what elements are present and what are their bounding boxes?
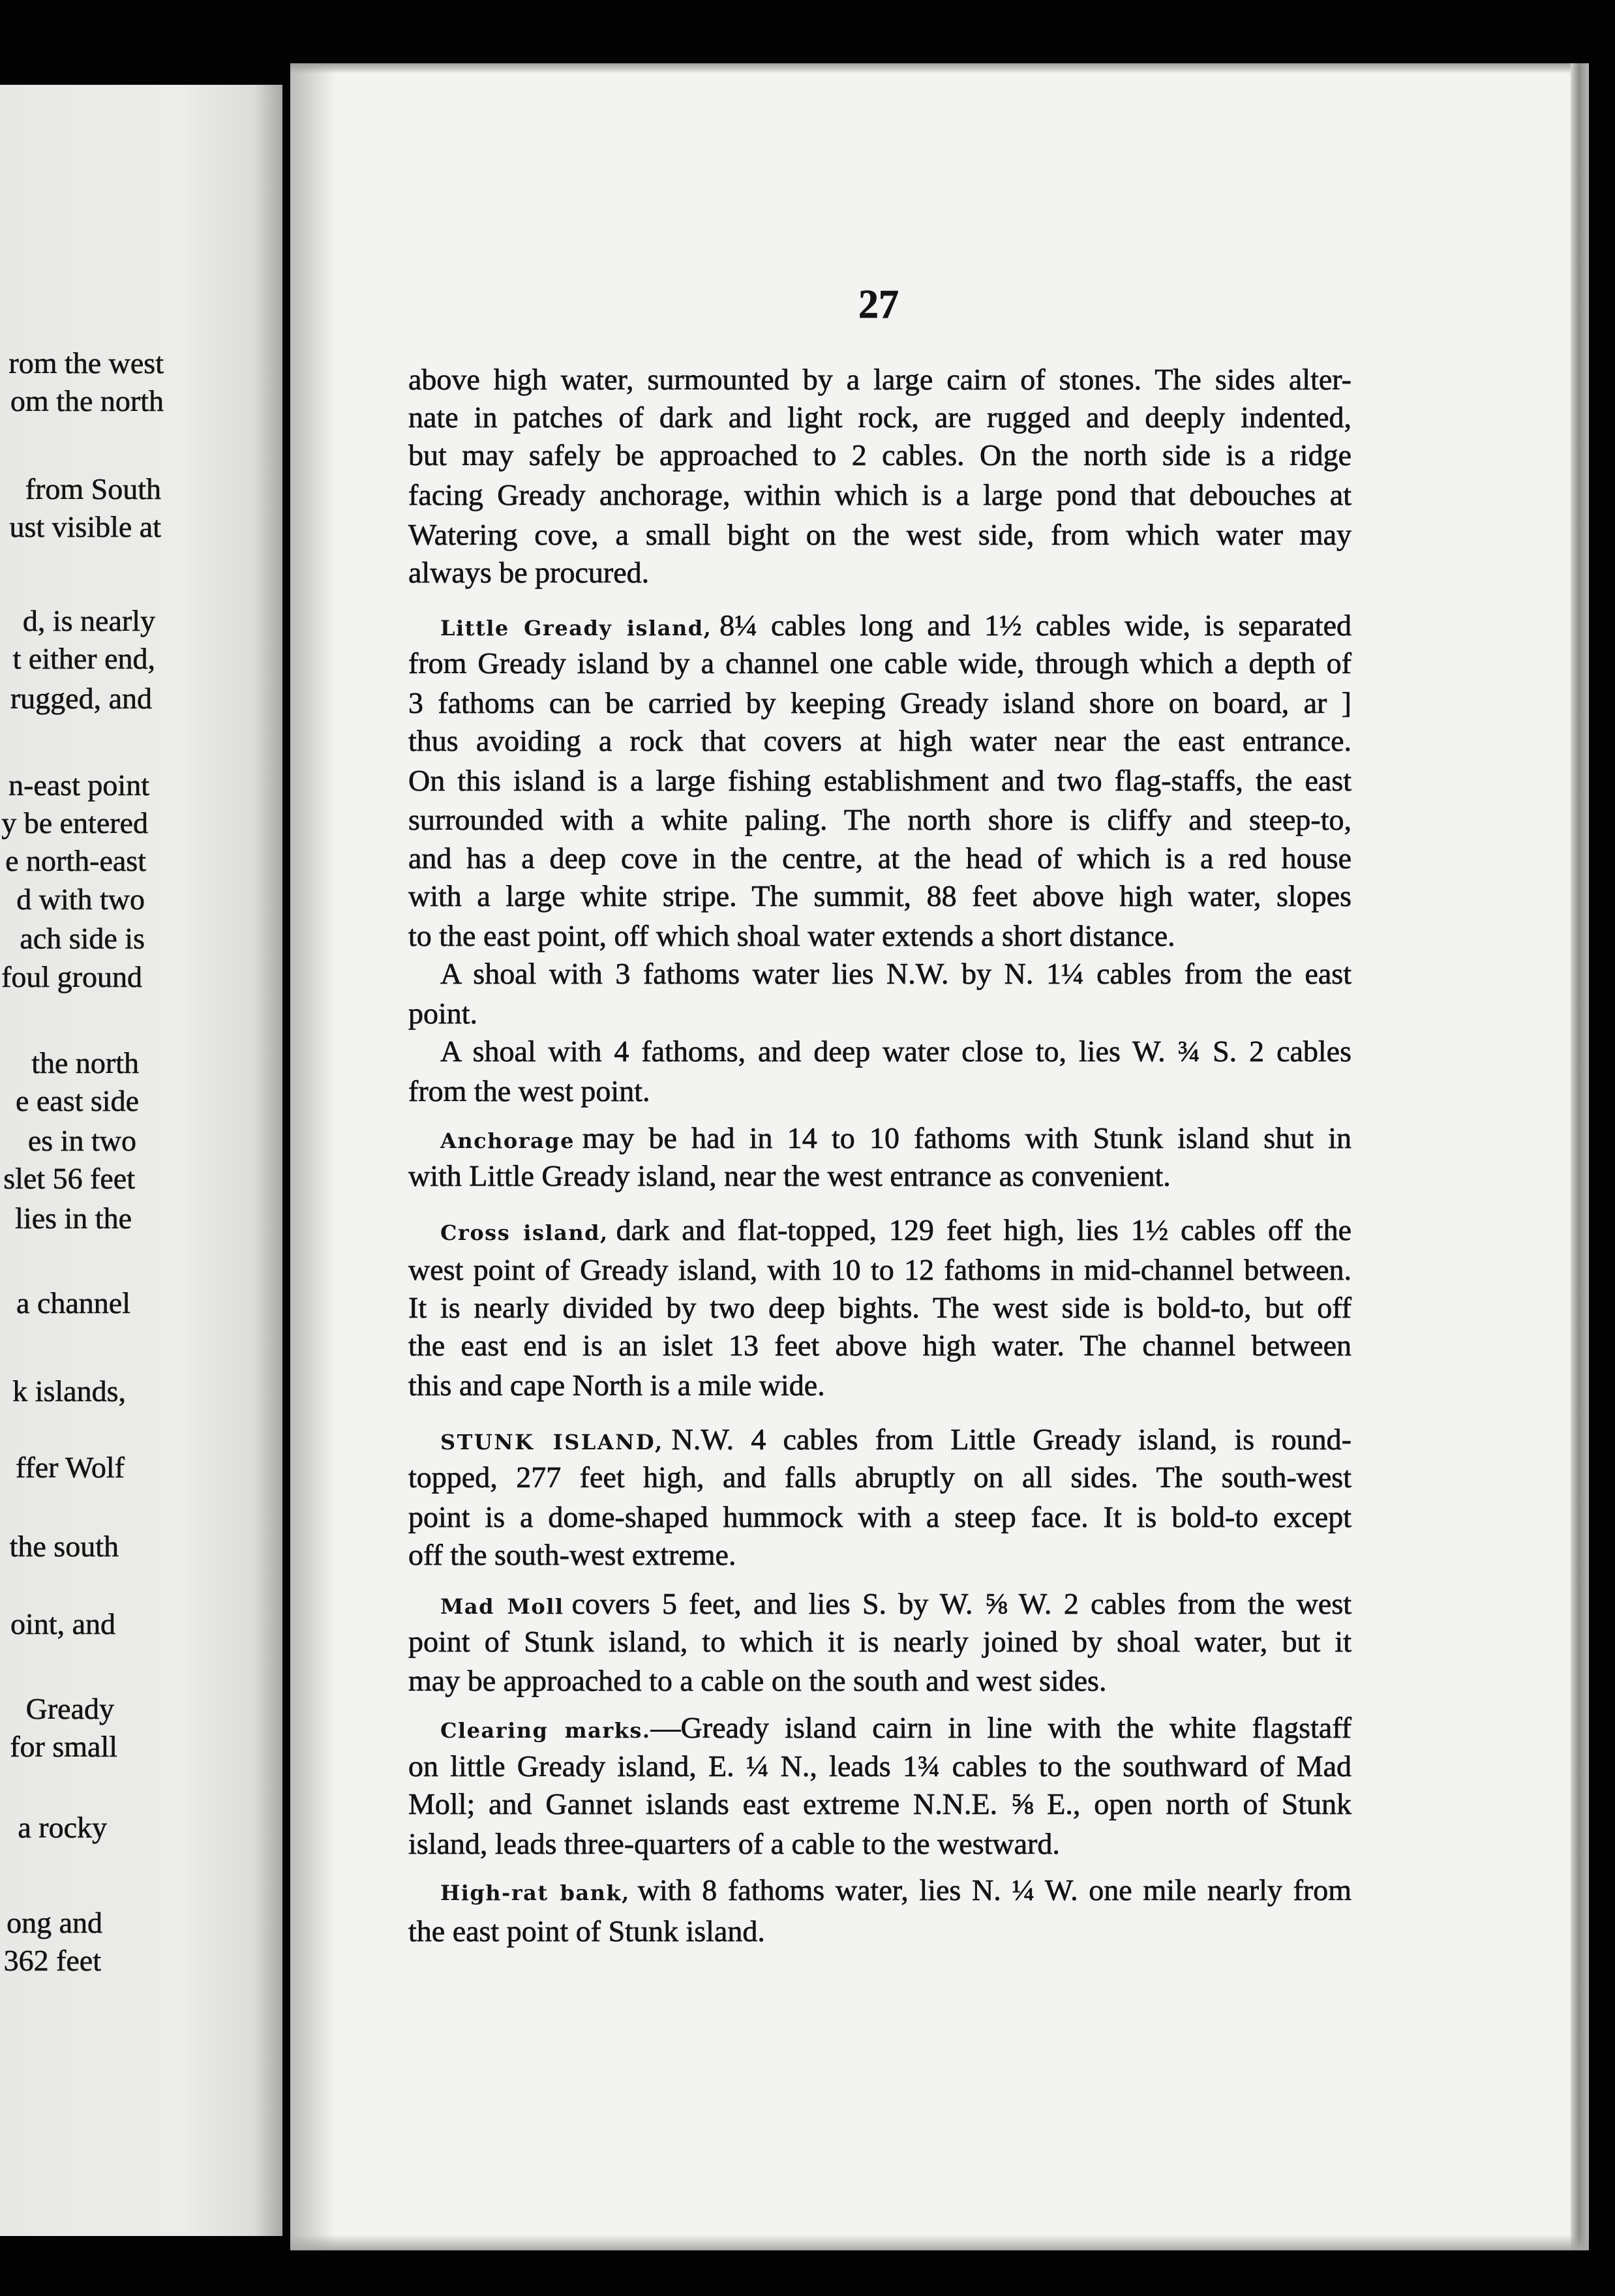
left-page-line: a channel (16, 1286, 130, 1320)
text-line: point. (408, 997, 478, 1030)
text-line (440, 1420, 1351, 1459)
page-number: 27 (858, 282, 899, 327)
text-line: off the south-west extreme. (408, 1538, 736, 1571)
left-page-line: Gready (25, 1692, 114, 1725)
left-page-line: y be entered (1, 806, 148, 839)
left-page-line: d with two (16, 883, 145, 916)
text-line: point is a dome-shaped hummock with a steep face. It is bold-to except (408, 1500, 1351, 1533)
text-line: It is nearly divided by two deep bights. The west side is bold-to, but off (408, 1291, 1351, 1324)
text-line-body: N.W. 4 cables from Little Gready island, is round- (671, 1423, 1351, 1456)
text-line (440, 1871, 1351, 1910)
paragraph-heading: STUNK ISLAND, (440, 1430, 664, 1455)
text-line: 3 fathoms can be carried by keeping Gready island shore on board, ar ] (408, 686, 1351, 719)
text-line: from the west point. (408, 1074, 650, 1108)
text-line: thus avoiding a rock that covers at high water near the east entrance. (408, 724, 1351, 757)
left-page-line: for small (10, 1730, 117, 1763)
left-page-line: slet 56 feet (3, 1162, 135, 1195)
text-line: with Little Gready island, near the west entrance as convenient. (408, 1159, 1171, 1192)
page-edge-right (1571, 63, 1589, 2250)
text-line: surrounded with a white paling. The north shore is cliffy and steep-to, (408, 803, 1351, 836)
left-page-line: ust visible at (9, 510, 161, 543)
paragraph-heading: Clearing marks. (440, 1718, 651, 1743)
left-page-line: rugged, and (10, 682, 152, 715)
text-line: west point of Gready island, with 10 to 12 fathoms in mid-channel between. (408, 1253, 1351, 1286)
left-page-line: e north-east (5, 844, 146, 877)
left-page-line: a rocky (18, 1811, 107, 1844)
left-page-line: from South (25, 472, 161, 506)
text-line: but may safely be approached to 2 cables. On the north side is a ridge (408, 438, 1351, 472)
text-line: island, leads three-quarters of a cable to the westward. (408, 1827, 1060, 1860)
text-line (440, 1119, 1351, 1158)
gutter-shadow (290, 63, 336, 2250)
left-page (0, 85, 282, 2236)
paragraph-heading: Anchorage (440, 1128, 575, 1153)
text-line-body: —Gready island cairn in line with the white flagstaff (650, 1711, 1351, 1744)
left-page-line: 362 feet (3, 1944, 101, 1977)
text-line: Watering cove, a small bight on the west side, from which water may (408, 518, 1351, 551)
text-line (440, 606, 1351, 645)
page-edge-bottom (290, 2235, 1589, 2250)
text-line-body: with 8 fathoms water, lies N. ¼ W. one mile nearly from (637, 1873, 1352, 1907)
left-page-line: ffer Wolf (15, 1451, 125, 1484)
left-page-line: k islands, (12, 1374, 126, 1408)
text-line: the east end is an islet 13 feet above high water. The channel between (408, 1329, 1351, 1362)
text-line: on little Gready island, E. ¼ N., leads 1¾ cables to the southward of Mad (408, 1749, 1351, 1783)
text-line: and has a deep cove in the centre, at the head of which is a red house (408, 841, 1351, 875)
paragraph-heading: Little Gready island, (440, 616, 712, 641)
left-page-line: oint, and (10, 1607, 115, 1640)
text-line (440, 1708, 1351, 1747)
left-page-line: lies in the (15, 1201, 132, 1235)
paragraph-heading: High-rat bank, (440, 1881, 630, 1905)
text-line: with a large white stripe. The summit, 88 feet above high water, slopes (408, 879, 1351, 913)
text-line: above high water, surmounted by a large cairn of stones. The sides alter- (408, 363, 1351, 396)
text-line: to the east point, off which shoal water extends a short distance. (408, 919, 1175, 952)
left-page-line: ach side is (20, 922, 145, 955)
left-page-line: the north (31, 1046, 139, 1080)
text-line-body: covers 5 feet, and lies S. by W. ⅝ W. 2 cables from the west (571, 1587, 1351, 1620)
text-line-body: dark and flat-topped, 129 feet high, lies 1½ cables off the (616, 1213, 1351, 1246)
page-edge-top (290, 63, 1589, 74)
left-page-line: e east side (15, 1084, 139, 1117)
left-page-line: d, is nearly (22, 604, 155, 637)
left-page-line: foul ground (1, 960, 142, 993)
text-line: facing Gready anchorage, within which is a large pond that debouches at (408, 478, 1351, 511)
text-line: point of Stunk island, to which it is nearly joined by shoal water, but it (408, 1625, 1351, 1658)
text-line: A shoal with 3 fathoms water lies N.W. by N. 1¼ cables from the east (440, 957, 1351, 990)
text-line-body: may be had in 14 to 10 fathoms with Stunk island shut in (582, 1121, 1351, 1155)
text-line-body: 8¼ cables long and 1½ cables wide, is separated (719, 609, 1351, 642)
text-line: from Gready island by a channel one cable wide, through which a depth of (408, 646, 1351, 680)
text-line: the east point of Stunk island. (408, 1914, 765, 1948)
left-page-line: t either end, (12, 642, 155, 675)
text-line: this and cape North is a mile wide. (408, 1368, 825, 1402)
text-line: always be procured. (408, 556, 650, 589)
paragraph-heading: Cross island, (440, 1220, 609, 1245)
text-line: A shoal with 4 fathoms, and deep water close to, lies W. ¾ S. 2 cables (440, 1035, 1351, 1068)
left-page-line: es in two (27, 1124, 136, 1157)
left-page-line: the south (9, 1530, 119, 1563)
text-line: Moll; and Gannet islands east extreme N.N.E. ⅝ E., open north of Stunk (408, 1787, 1351, 1820)
text-line: nate in patches of dark and light rock, are rugged and deeply indented, (408, 400, 1351, 434)
left-page-line: ong and (7, 1906, 102, 1939)
left-page-line: n-east point (8, 768, 149, 802)
left-page-line: rom the west (8, 346, 164, 380)
text-line: may be approached to a cable on the south and west sides. (408, 1664, 1107, 1697)
text-line: topped, 277 feet high, and falls abruptly on all sides. The south-west (408, 1460, 1351, 1494)
paragraph-heading: Mad Moll (440, 1594, 564, 1619)
text-line (440, 1211, 1351, 1250)
right-page (290, 63, 1589, 2250)
left-page-line: om the north (10, 384, 164, 417)
text-line (440, 1584, 1351, 1624)
text-line: On this island is a large fishing establishment and two flag-staffs, the east (408, 764, 1351, 797)
